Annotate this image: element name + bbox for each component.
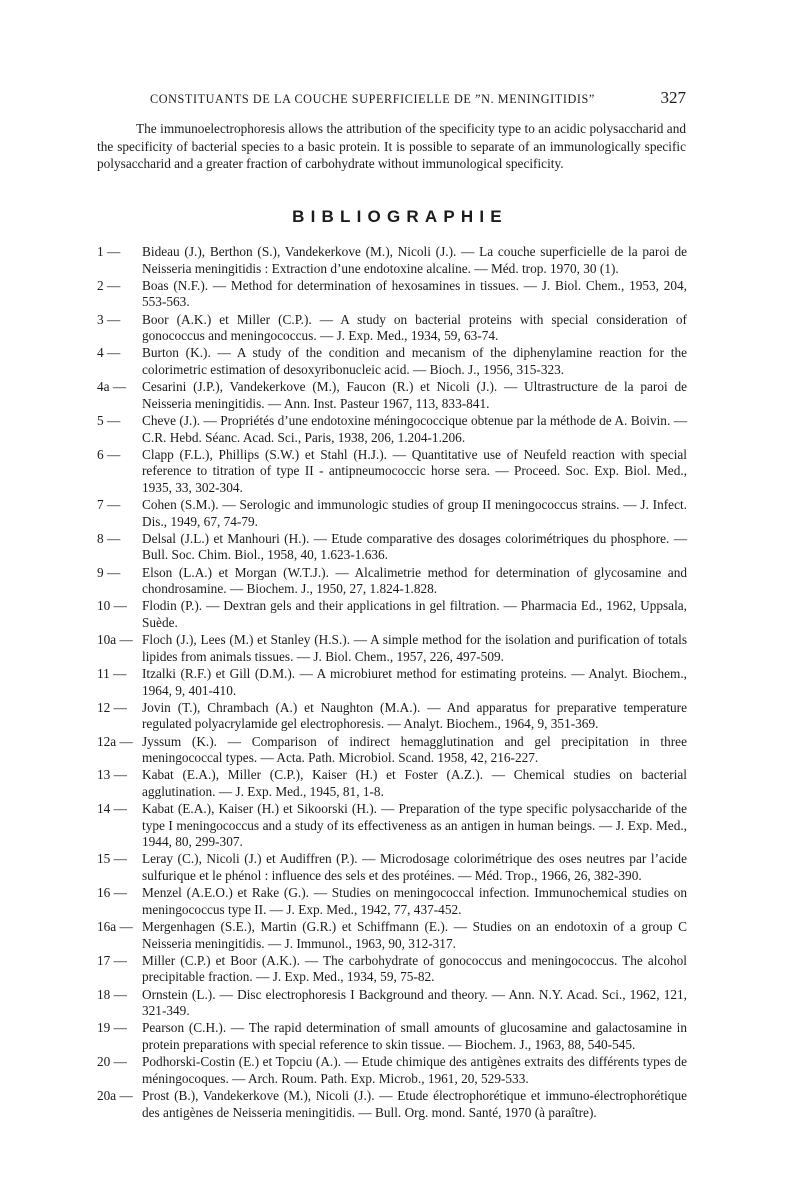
reference-item (97, 447, 687, 497)
reference-number: 4a — (97, 379, 127, 395)
reference-item (97, 734, 687, 767)
reference-item (97, 598, 687, 631)
reference-text: Elson (L.A.) et Morgan (W.T.J.). — Alcalimetrie method for determination of glycosamine and chondrosamine. — Biochem. J., 1950, 27, 1.824-1.828. (142, 564, 687, 597)
reference-number: 8 — (97, 530, 121, 546)
reference-text: Cheve (J.). — Propriétés d’une endotoxine méningococcique obtenue par la méthode de A. Boivin. — C.R. Hebd. Séanc. Acad. Sci., Paris, 1938, 206, 1.204-1.206. (142, 412, 687, 445)
reference-text: Pearson (C.H.). — The rapid determination of small amounts of glucosamine and galactosamine in protein preparations with special reference to skin tissue. — Biochem. J., 1963, 88, 540-545. (142, 1020, 687, 1052)
reference-item (97, 666, 687, 699)
reference-number: 14 — (97, 801, 127, 817)
reference-number: 12a — (97, 733, 133, 749)
reference-number: 13 — (97, 767, 127, 783)
reference-number: 20a — (97, 1087, 133, 1103)
reference-number: 19 — (97, 1020, 127, 1036)
reference-text: Bideau (J.), Berthon (S.), Vandekerkove (M.), Nicoli (J.). — La couche superficielle de la paroi de Neisseria meningitidis : Extraction d’une endotoxine alcaline. — Méd. trop. 1970, 30 (1). (142, 244, 687, 276)
reference-text: Jovin (T.), Chrambach (A.) et Naughton (M.A.). — And apparatus for preparative temperature regulated polyacrylamide gel electrophoresis. — Analyt. Biochem., 1964, 9, 351-369. (142, 699, 687, 732)
reference-item (97, 345, 687, 378)
reference-item (97, 987, 687, 1020)
reference-number: 15 — (97, 851, 127, 867)
reference-number: 12 — (97, 699, 127, 715)
reference-item (97, 919, 687, 952)
reference-item (97, 851, 687, 884)
abstract-paragraph: The immunoelectrophoresis allows the attribution of the specificity type to an acidic polysaccharid and the specificity of bacterial species to a basic protein. It is possible to separate of an immunologically specific polysaccharid and a greater fraction of carbohydrate without immunological specificity. (97, 121, 686, 172)
reference-text: Boor (A.K.) et Miller (C.P.). — A study on bacterial proteins with special consideration of gonococcus and meningococcus. — J. Exp. Med., 1934, 59, 63-74. (142, 311, 687, 344)
reference-item (97, 801, 687, 851)
reference-text: Ornstein (L.). — Disc electrophoresis I Background and theory. — Ann. N.Y. Acad. Sci., 1962, 121, 321-349. (142, 986, 687, 1019)
reference-item (97, 565, 687, 598)
reference-text: Menzel (A.E.O.) et Rake (G.). — Studies on meningococcal infection. Immunochemical studies on meningococcus type II. — J. Exp. Med., 1942, 77, 437-452. (142, 885, 687, 917)
reference-text: Cesarini (J.P.), Vandekerkove (M.), Faucon (R.) et Nicoli (J.). — Ultrastructure de la paroi de Neisseria meningitidis. — Ann. Inst. Pasteur 1967, 113, 833-841. (142, 379, 687, 411)
reference-item (97, 413, 687, 446)
reference-text: Podhorski-Costin (E.) et Topciu (A.). — Etude chimique des antigènes extraits des différents types de méningocoques. — Arch. Roum. Path. Exp. Microb., 1961, 20, 529-533. (142, 1054, 687, 1086)
reference-text: Prost (B.), Vandekerkove (M.), Nicoli (J.). — Etude électrophorétique et immuno-électrophorétique des antigènes de Neisseria meningitidis. — Bull. Org. mond. Santé, 1970 (à paraître). (142, 1087, 687, 1120)
reference-text: Delsal (J.L.) et Manhouri (H.). — Etude comparative des dosages colorimétriques du phosphore. — Bull. Soc. Chim. Biol., 1958, 40, 1.623-1.636. (142, 530, 687, 563)
reference-text: Mergenhagen (S.E.), Martin (G.R.) et Schiffmann (E.). — Studies on an endotoxin of a group C Neisseria meningitidis. — J. Immunol., 1963, 90, 312-317. (142, 919, 687, 951)
reference-item (97, 885, 687, 918)
reference-text: Kabat (E.A.), Miller (C.P.), Kaiser (H.) et Foster (A.Z.). — Chemical studies on bacterial agglutination. — J. Exp. Med., 1945, 81, 1-8. (142, 767, 687, 799)
reference-text: Boas (N.F.). — Method for determination of hexosamines in tissues. — J. Biol. Chem., 1953, 204, 553-563. (142, 277, 687, 310)
reference-item (97, 278, 687, 311)
reference-item (97, 632, 687, 665)
reference-item (97, 244, 687, 277)
reference-number: 2 — (97, 277, 121, 293)
running-title: CONSTITUANTS DE LA COUCHE SUPERFICIELLE DE ”N. MENINGITIDIS” (150, 92, 595, 106)
reference-list (97, 244, 687, 1122)
reference-number: 16a — (97, 919, 133, 935)
reference-item (97, 531, 687, 564)
reference-text: Clapp (F.L.), Phillips (S.W.) et Stahl (H.J.). — Quantitative use of Neufeld reaction with special reference to titration of type II - antipneumococcic horse sera. — Proceed. Soc. Exp. Biol. Med., 1935, 33, 302-304. (142, 446, 687, 495)
reference-number: 5 — (97, 412, 121, 428)
reference-number: 16 — (97, 885, 127, 901)
reference-text: Cohen (S.M.). — Serologic and immunologic studies of group II meningococcus strains. — J. Infect. Dis., 1949, 67, 74-79. (142, 497, 687, 529)
reference-number: 18 — (97, 986, 127, 1002)
reference-number: 11 — (97, 665, 127, 681)
reference-item (97, 700, 687, 733)
reference-number: 4 — (97, 345, 121, 361)
running-header (150, 88, 686, 108)
reference-number: 9 — (97, 564, 121, 580)
section-title: BIBLIOGRAPHIE (292, 207, 508, 226)
reference-number: 20 — (97, 1054, 127, 1070)
reference-text: Itzalki (R.F.) et Gill (D.M.). — A microbiuret method for estimating proteins. — Analyt. Biochem., 1964, 9, 401-410. (142, 665, 687, 698)
page-number: 327 (660, 88, 686, 107)
reference-text: Leray (C.), Nicoli (J.) et Audiffren (P.). — Microdosage colorimétrique des oses neutres par l’acide sulfurique et le phénol : influence des sels et des protéines. — Méd. Trop., 1966, 26, 382-390. (142, 851, 687, 884)
reference-number: 17 — (97, 952, 127, 968)
reference-item (97, 379, 687, 412)
reference-text: Floch (J.), Lees (M.) et Stanley (H.S.). — A simple method for the isolation and purification of totals lipides from animals tissues. — J. Biol. Chem., 1957, 226, 497-509. (142, 632, 687, 664)
reference-item (97, 953, 687, 986)
reference-text: Burton (K.). — A study of the condition and mecanism of the diphenylamine reaction for the colorimetric estimation of desoxyribonucleic acid. — Bioch. J., 1956, 315-323. (142, 345, 687, 377)
reference-item (97, 1054, 687, 1087)
reference-item (97, 767, 687, 800)
reference-number: 7 — (97, 497, 121, 513)
reference-item (97, 1020, 687, 1053)
reference-number: 10a — (97, 632, 133, 648)
reference-number: 10 — (97, 598, 127, 614)
reference-text: Jyssum (K.). — Comparison of indirect hemagglutination and gel precipitation in three meningococcal types. — Acta. Path. Microbiol. Scand. 1958, 42, 216-227. (142, 733, 687, 766)
reference-text: Flodin (P.). — Dextran gels and their applications in gel filtration. — Pharmacia Ed., 1962, Uppsala, Suède. (142, 598, 687, 630)
reference-text: Miller (C.P.) et Boor (A.K.). — The carbohydrate of gonococcus and meningococcus. The alcohol precipitable fraction. — J. Exp. Med., 1934, 59, 75-82. (142, 952, 687, 985)
reference-item (97, 497, 687, 530)
reference-number: 3 — (97, 311, 121, 327)
reference-text: Kabat (E.A.), Kaiser (H.) et Sikoorski (H.). — Preparation of the type specific polysaccharide of the type I meningococcus and a study of its effectiveness as an antigen in human beings. — J. Exp. Med., 1944, 80, 299-307. (142, 801, 687, 850)
reference-item (97, 312, 687, 345)
reference-number: 6 — (97, 446, 121, 462)
reference-item (97, 1088, 687, 1121)
reference-number: 1 — (97, 244, 121, 259)
